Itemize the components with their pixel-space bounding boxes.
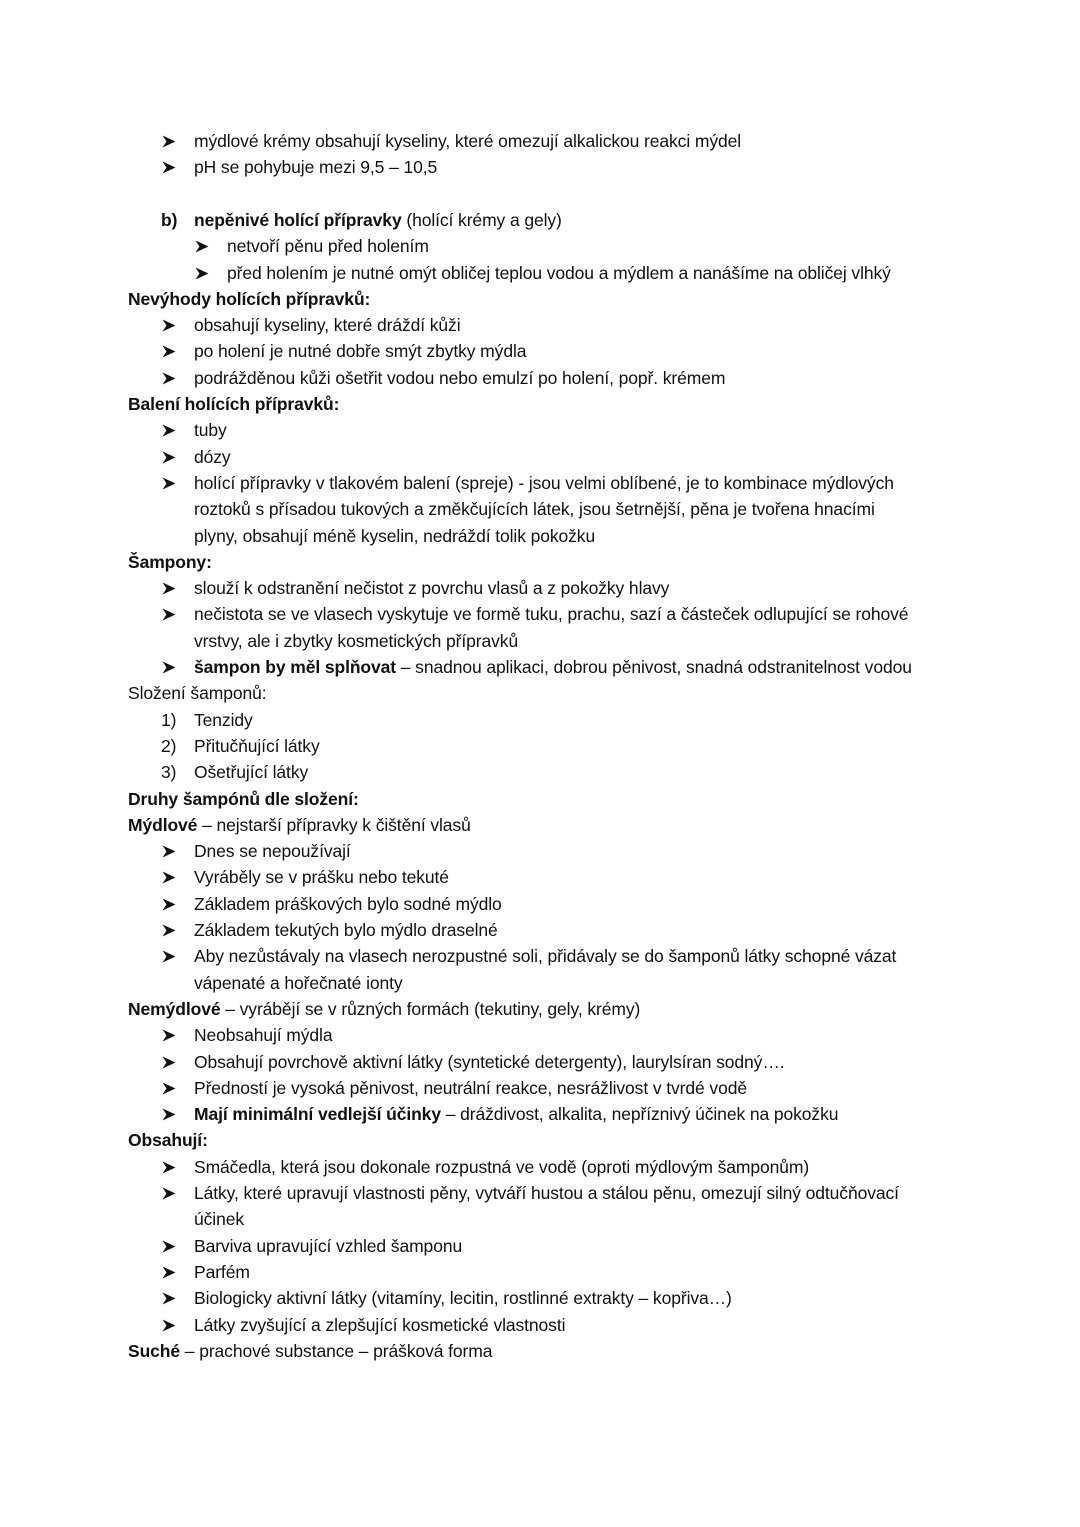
bullet-text: netvoří pěnu před holením <box>227 236 429 257</box>
term-definition <box>128 1338 492 1364</box>
bullet-item <box>194 444 231 470</box>
arrowhead-bullet-icon <box>162 135 176 149</box>
bullet-text: Základem tekutých bylo mýdlo draselné <box>194 920 498 940</box>
bullet-text: slouží k odstranění nečistot z povrchu vlasů a z pokožky hlavy <box>194 578 670 599</box>
bullet-item <box>194 838 351 864</box>
bullet-item <box>194 891 502 917</box>
list-marker: 1) <box>161 709 177 730</box>
bullet-bold-lead: Mají minimální vedlejší účinky <box>194 1104 441 1125</box>
bullet-item <box>194 1233 462 1259</box>
term-label: Nemýdlové <box>128 998 221 1019</box>
bullet-item <box>194 417 227 443</box>
bullet-text: plyny, obsahují méně kyselin, nedráždí tolik pokožku <box>194 525 596 546</box>
arrowhead-bullet-icon <box>162 1266 176 1280</box>
bullet-text: vrstvy, ale i zbytky kosmetických přípravků <box>194 630 519 651</box>
subsection-bold: nepěnivé holící přípravky <box>194 209 402 230</box>
arrowhead-bullet-icon <box>162 1292 176 1306</box>
arrowhead-bullet-icon <box>162 1319 176 1333</box>
arrowhead-bullet-icon <box>162 871 176 885</box>
bullet-item <box>194 1180 899 1206</box>
bullet-text: Barviva upravující vzhled šamponu <box>194 1235 463 1256</box>
arrowhead-bullet-icon <box>162 1082 176 1096</box>
term-label: Mýdlové <box>128 814 198 835</box>
bullet-text: Látky, které upravují vlastnosti pěny, vytváří hustou a stálou pěnu, omezují silný odtučňovací <box>194 1183 899 1203</box>
list-marker: b) <box>161 209 178 230</box>
bullet-item <box>194 1154 809 1180</box>
arrowhead-bullet-icon <box>162 372 176 386</box>
bullet-item <box>194 575 669 601</box>
bullet-item <box>194 1259 250 1285</box>
bullet-text: Předností je vysoká pěnivost, neutrální reakce, nesrážlivost v tvrdé vodě <box>194 1077 747 1098</box>
arrowhead-bullet-icon <box>162 1161 176 1175</box>
arrowhead-bullet-icon <box>162 608 176 622</box>
bullet-text: vápenaté a hořečnaté ionty <box>194 972 403 993</box>
arrowhead-bullet-icon <box>162 1187 176 1201</box>
bullet-text: před holením je nutné omýt obličej teplou vodou a mýdlem a nanášíme na obličej vlhký <box>227 262 891 283</box>
term-description: – prachové substance – prášková forma <box>180 1340 493 1361</box>
arrowhead-bullet-icon <box>162 319 176 333</box>
bullet-item-continuation <box>194 496 875 522</box>
arrowhead-bullet-icon <box>162 1240 176 1254</box>
bullet-bold-lead: šampon by měl splňovat <box>194 657 397 677</box>
bullet-text: Látky zvyšující a zlepšující kosmetické vlastnosti <box>194 1314 566 1335</box>
bullet-text: tuby <box>194 420 227 441</box>
list-marker: 2) <box>161 735 177 756</box>
bullet-text: – snadnou aplikaci, dobrou pěnivost, snadná odstranitelnost vodou <box>396 657 912 677</box>
arrowhead-bullet-icon <box>195 240 209 254</box>
numbered-list-item: Přitučňující látky <box>194 735 320 756</box>
bullet-text: mýdlové krémy obsahují kyseliny, které omezují alkalickou reakci mýdel <box>194 131 742 151</box>
term-label: Suché <box>128 1340 181 1361</box>
bullet-item <box>194 1075 747 1101</box>
bullet-item <box>194 601 908 627</box>
bullet-text: Dnes se nepoužívají <box>194 841 351 862</box>
bullet-text: holící přípravky v tlakovém balení (spreje) - jsou velmi oblíbené, je to kombinace mýdlových <box>194 472 894 493</box>
bullet-item <box>227 233 429 259</box>
bullet-item <box>194 338 526 364</box>
bullet-text: Vyráběly se v prášku nebo tekuté <box>194 867 449 888</box>
bullet-item <box>194 128 741 154</box>
bullet-item <box>194 1101 838 1127</box>
bullet-item <box>194 654 912 680</box>
bullet-item-continuation <box>194 970 403 996</box>
list-marker: 3) <box>161 762 177 783</box>
arrowhead-bullet-icon <box>162 424 176 438</box>
term-description: – vyrábějí se v různých formách (tekutiny, gely, krémy) <box>220 998 641 1019</box>
bullet-text: Parfém <box>194 1261 250 1282</box>
bullet-item <box>194 864 449 890</box>
bullet-item-continuation <box>194 523 595 549</box>
section-heading: Obsahují: <box>128 1130 208 1151</box>
arrowhead-bullet-icon <box>162 161 176 175</box>
numbered-list-item: Tenzidy <box>194 709 253 730</box>
bullet-text: dózy <box>194 446 231 467</box>
term-definition <box>128 996 640 1022</box>
section-heading: Nevýhody holících přípravků: <box>128 288 371 309</box>
bullet-item <box>194 943 896 969</box>
subsection-rest: (holící krémy a gely) <box>401 209 562 230</box>
bullet-item <box>194 470 894 496</box>
bullet-text: Neobsahují mýdla <box>194 1025 333 1046</box>
bullet-item <box>194 154 437 180</box>
section-heading: Druhy šampónů dle složení: <box>128 788 359 809</box>
term-definition <box>128 812 471 838</box>
bullet-item <box>194 1049 785 1075</box>
arrowhead-bullet-icon <box>162 1056 176 1070</box>
bullet-item <box>194 1285 732 1311</box>
arrowhead-bullet-icon <box>162 582 176 596</box>
bullet-item <box>227 260 891 286</box>
bullet-item-continuation <box>194 1206 244 1232</box>
bullet-text: Aby nezůstávaly na vlasech nerozpustné soli, přidávaly se do šamponů látky schopné vázat <box>194 946 897 967</box>
bullet-text: účinek <box>194 1209 244 1230</box>
bullet-text: Smáčedla, která jsou dokonale rozpustná ve vodě (oproti mýdlovým šamponům) <box>194 1156 810 1177</box>
bullet-text: nečistota se ve vlasech vyskytuje ve formě tuku, prachu, sazí a částeček odlupující se rohové <box>194 604 909 625</box>
bullet-text: Obsahují povrchově aktivní látky (syntetické detergenty), laurylsíran sodný…. <box>194 1051 785 1072</box>
bullet-text: po holení je nutné dobře smýt zbytky mýdla <box>194 341 527 362</box>
arrowhead-bullet-icon <box>162 845 176 859</box>
bullet-text: roztoků s přísadou tukových a změkčujících látek, jsou šetrnější, pěna je tvořena hnacími <box>194 499 875 520</box>
bullet-item <box>194 365 725 391</box>
paragraph-text: Složení šamponů: <box>128 683 267 704</box>
arrowhead-bullet-icon <box>162 345 176 359</box>
bullet-item <box>194 312 460 338</box>
arrowhead-bullet-icon <box>162 1029 176 1043</box>
arrowhead-bullet-icon <box>195 267 209 281</box>
bullet-text: Základem práškových bylo sodné mýdlo <box>194 893 502 914</box>
subsection-title <box>194 207 562 233</box>
section-heading: Šampony: <box>128 551 212 572</box>
bullet-item <box>194 1312 565 1338</box>
arrowhead-bullet-icon <box>162 1108 176 1122</box>
bullet-item <box>194 917 498 943</box>
section-heading: Balení holících přípravků: <box>128 394 340 414</box>
bullet-item-continuation <box>194 628 518 654</box>
arrowhead-bullet-icon <box>162 451 176 465</box>
bullet-text: – dráždivost, alkalita, nepříznivý účinek na pokožku <box>440 1104 839 1125</box>
bullet-item <box>194 1022 332 1048</box>
term-description: – nejstarší přípravky k čištění vlasů <box>197 814 471 835</box>
bullet-text: Biologicky aktivní látky (vitamíny, lecitin, rostlinné extrakty – kopřiva…) <box>194 1288 732 1309</box>
arrowhead-bullet-icon <box>162 661 176 675</box>
arrowhead-bullet-icon <box>162 950 176 964</box>
bullet-text: obsahují kyseliny, které dráždí kůži <box>194 315 461 336</box>
bullet-text: pH se pohybuje mezi 9,5 – 10,5 <box>194 157 438 178</box>
numbered-list-item: Ošetřující látky <box>194 762 309 783</box>
arrowhead-bullet-icon <box>162 898 176 912</box>
arrowhead-bullet-icon <box>162 477 176 491</box>
bullet-text: podrážděnou kůži ošetřit vodou nebo emulzí po holení, popř. krémem <box>194 367 726 388</box>
arrowhead-bullet-icon <box>162 924 176 938</box>
